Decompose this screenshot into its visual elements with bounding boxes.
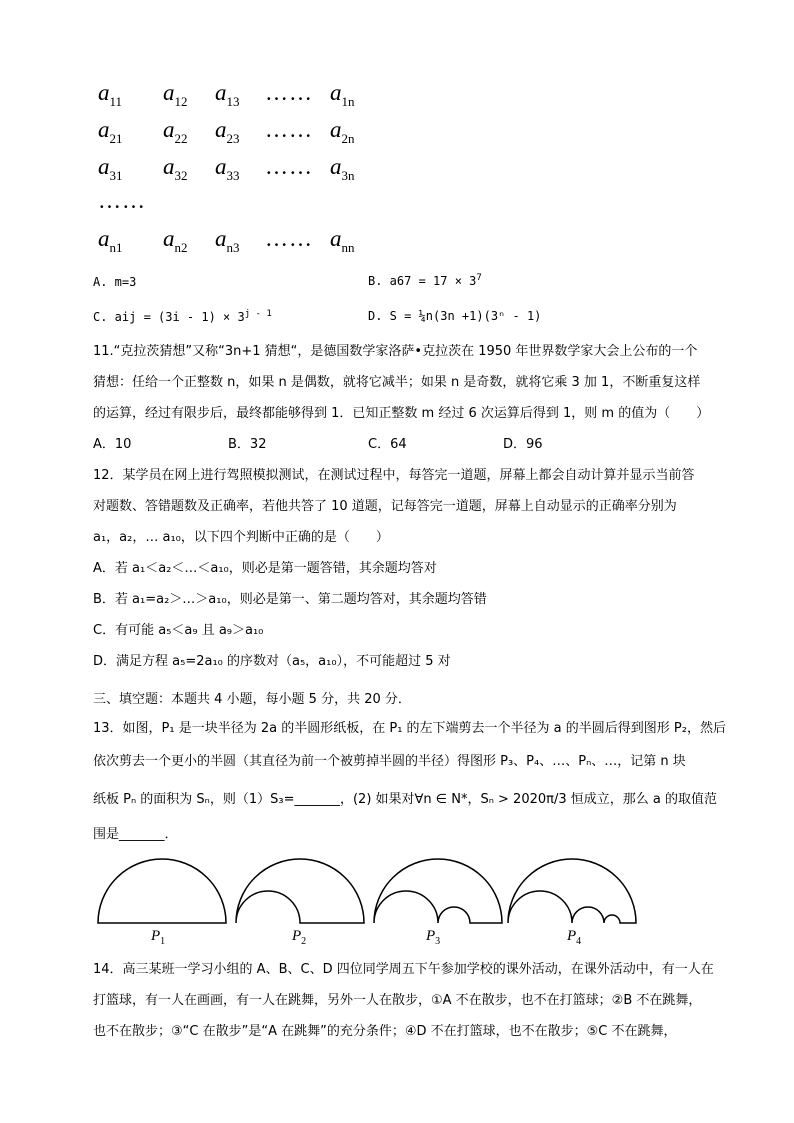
section-3-heading: 三、填空题：本题共 4 小题，每小题 5 分，共 20 分． [93,692,411,707]
matrix-cell: $a_{n3}$ [215,226,240,255]
matrix-cell: $a_{33}$ [215,154,240,183]
figure-p1 [98,859,226,923]
matrix-cell: $a_{nn}$ [330,226,355,255]
q12-option-b: B．若 a₁=a₂＞…＞a₁₀，则必是第一、第二题均答对，其余题均答错 [93,592,487,607]
q12-option-a: A．若 a₁＜a₂＜…＜a₁₀，则必是第一题答错，其余题均答对 [93,561,437,576]
q13-line-2: 依次剪去一个更小的半圆（其直径为前一个被剪掉半圆的半径）得图形 P₃、P₄、…、Pₙ、…，记第 n 块 [93,754,686,769]
matrix-dots: …… [265,117,313,142]
q12-line-1: 12．某学员在网上进行驾照模拟测试，在测试过程中，每答完一道题，屏幕上都会自动计算并显示当前答 [93,468,695,483]
matrix-cell: $a_{32}$ [163,154,188,183]
figure-label-p2: $P_2$ [292,928,307,947]
q11-option-d: D．96 [503,437,543,452]
matrix-dots: …… [265,154,313,179]
matrix-dots: …… [265,226,313,251]
matrix-cell: $a_{13}$ [215,80,240,109]
q13-line-3: 纸板 Pₙ 的面积为 Sₙ，则（1）S₃=_______，(2) 如果对∀n ∈ N*，Sₙ > 2020π/3 恒成立，那么 a 的取值范 [93,792,717,807]
q11-line-1: 11.“克拉茨猜想”又称“3n+1 猜想“，是德国数学家洛萨•克拉茨在 1950 年世界数学家大会上公布的一个 [93,344,698,359]
matrix-vdots: …… [98,188,146,213]
q11-option-a: A．10 [93,437,132,452]
matrix-cell: $a_{2n}$ [330,117,355,146]
q11-option-c: C．64 [368,437,407,452]
q12-option-c: C．有可能 a₅＜a₉ 且 a₉＞a₁₀ [93,623,264,638]
q10-option-a: A. m=3 [93,275,137,289]
q11-option-b: B．32 [228,437,267,452]
q10-option-c: C. aij = $(3i - 1) \times 3^{j - 1}$ [93,309,272,324]
q10-option-d: D. S = ¼n(3n +1)(3ⁿ - 1) [368,309,542,323]
q11-line-2: 猜想：任给一个正整数 n，如果 n 是偶数，就将它减半；如果 n 是奇数，就将它乘 3 加 1，不断重复这样 [93,375,701,390]
matrix-cell: $a_{n2}$ [163,226,188,255]
figure-p3 [374,859,502,923]
figure-label-p3: $P_3$ [426,928,441,947]
q12-line-3: a₁，a₂，… a₁₀，以下四个判断中正确的是（ ） [93,530,389,545]
q13-line-4: 围是_______． [93,827,178,842]
q14-line-3: 也不在散步；③“C 在散步”是“A 在跳舞”的充分条件；④D 不在打篮球，也不在散步；⑤C 不在跳舞， [93,1024,677,1039]
matrix-row-1: $a_{11}$ [98,80,123,109]
matrix-cell: $a_{21}$ [98,117,123,146]
matrix-cell: $a_{n1}$ [98,226,123,255]
q12-line-2: 对题数、答错题数及正确率，若他共答了 10 道题，记每答完一道题，屏幕上自动显示的正确率分别为 [93,499,677,514]
matrix-cell: $a_{31}$ [98,154,123,183]
q14-line-2: 打篮球，有一人在画画，有一人在跳舞，另外一人在散步，①A 不在散步，也不在打篮球；②B 不在跳舞， [93,993,702,1008]
matrix-cell: $a_{23}$ [215,117,240,146]
q14-line-1: 14．高三某班一学习小组的 A、B、C、D 四位同学周五下午参加学校的课外活动，在课外活动中，有一人在 [93,962,714,977]
matrix-cell: $a_{22}$ [163,117,188,146]
figure-label-p1: $P_1$ [151,928,166,947]
matrix-dots: …… [265,80,313,105]
q13-line-1: 13．如图，P₁ 是一块半径为 2a 的半圆形纸板，在 P₁ 的左下端剪去一个半径为 a 的半圆后得到图形 P₂，然后 [93,721,726,736]
matrix-cell: $a_{3n}$ [330,154,355,183]
figure-p2 [236,859,364,923]
q10-option-b: B. $a67 = 17 \times 3^7$ [368,273,482,288]
figure-label-p4: $P_4$ [567,928,582,947]
matrix-cell: $a_{1n}$ [330,80,355,109]
q12-option-d: D．满足方程 a₅=2a₁₀ 的序数对（a₅，a₁₀），不可能超过 5 对 [93,654,451,669]
q11-line-3: 的运算，经过有限步后，最终都能够得到 1．已知正整数 m 经过 6 次运算后得到 1，则 m 的值为（ ） [93,406,710,421]
figure-p4 [508,859,636,923]
matrix-cell: $a_{12}$ [163,80,188,109]
